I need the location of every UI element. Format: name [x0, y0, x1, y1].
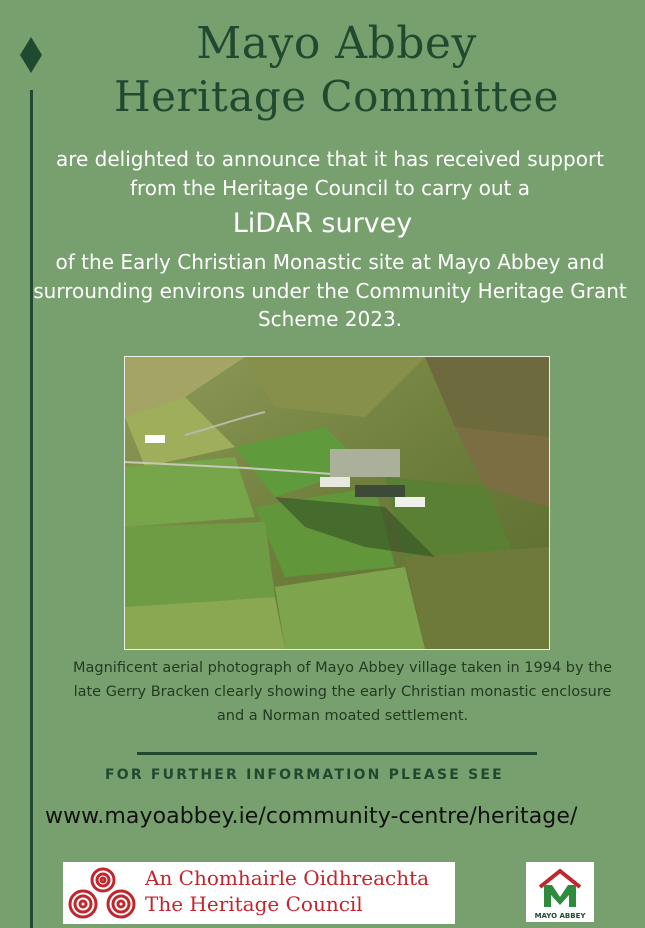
announcement-intro: are delighted to announce that it has received support from the Heritage Council to carry out a	[55, 147, 605, 200]
title-line-2: Heritage Committee	[114, 72, 559, 121]
website-url[interactable]: www.mayoabbey.ie/community-centre/heritage/	[45, 804, 578, 829]
divider-line	[137, 752, 537, 755]
lidar-survey-heading: LiDAR survey	[232, 208, 413, 239]
further-info-heading: FOR FURTHER INFORMATION PLEASE SEE	[105, 767, 504, 783]
heritage-council-logo	[63, 862, 455, 924]
mayo-abbey-logo-label: MAYO ABBEY	[534, 912, 586, 920]
photo-caption: Magnificent aerial photograph of Mayo Abbey village taken in 1994 by the late Gerry Bracken clearly showing the early Christian monastic enclosure and a Norman moated settlement.	[73, 660, 612, 724]
heritage-council-irish-name: An Chomhairle Oidhreachta	[145, 866, 430, 890]
abbey-m-icon	[538, 867, 582, 909]
announcement-details: of the Early Christian Monastic site at Mayo Abbey and surrounding environs under the Community Heritage Grant Scheme 2023.	[33, 250, 627, 331]
heritage-council-english-name: The Heritage Council	[145, 892, 363, 916]
triple-spiral-icon	[65, 866, 141, 922]
aerial-photograph	[124, 356, 550, 650]
title-line-1: Mayo Abbey	[196, 18, 477, 69]
aerial-photo-illustration	[125, 357, 549, 649]
mayo-abbey-logo	[526, 862, 594, 922]
